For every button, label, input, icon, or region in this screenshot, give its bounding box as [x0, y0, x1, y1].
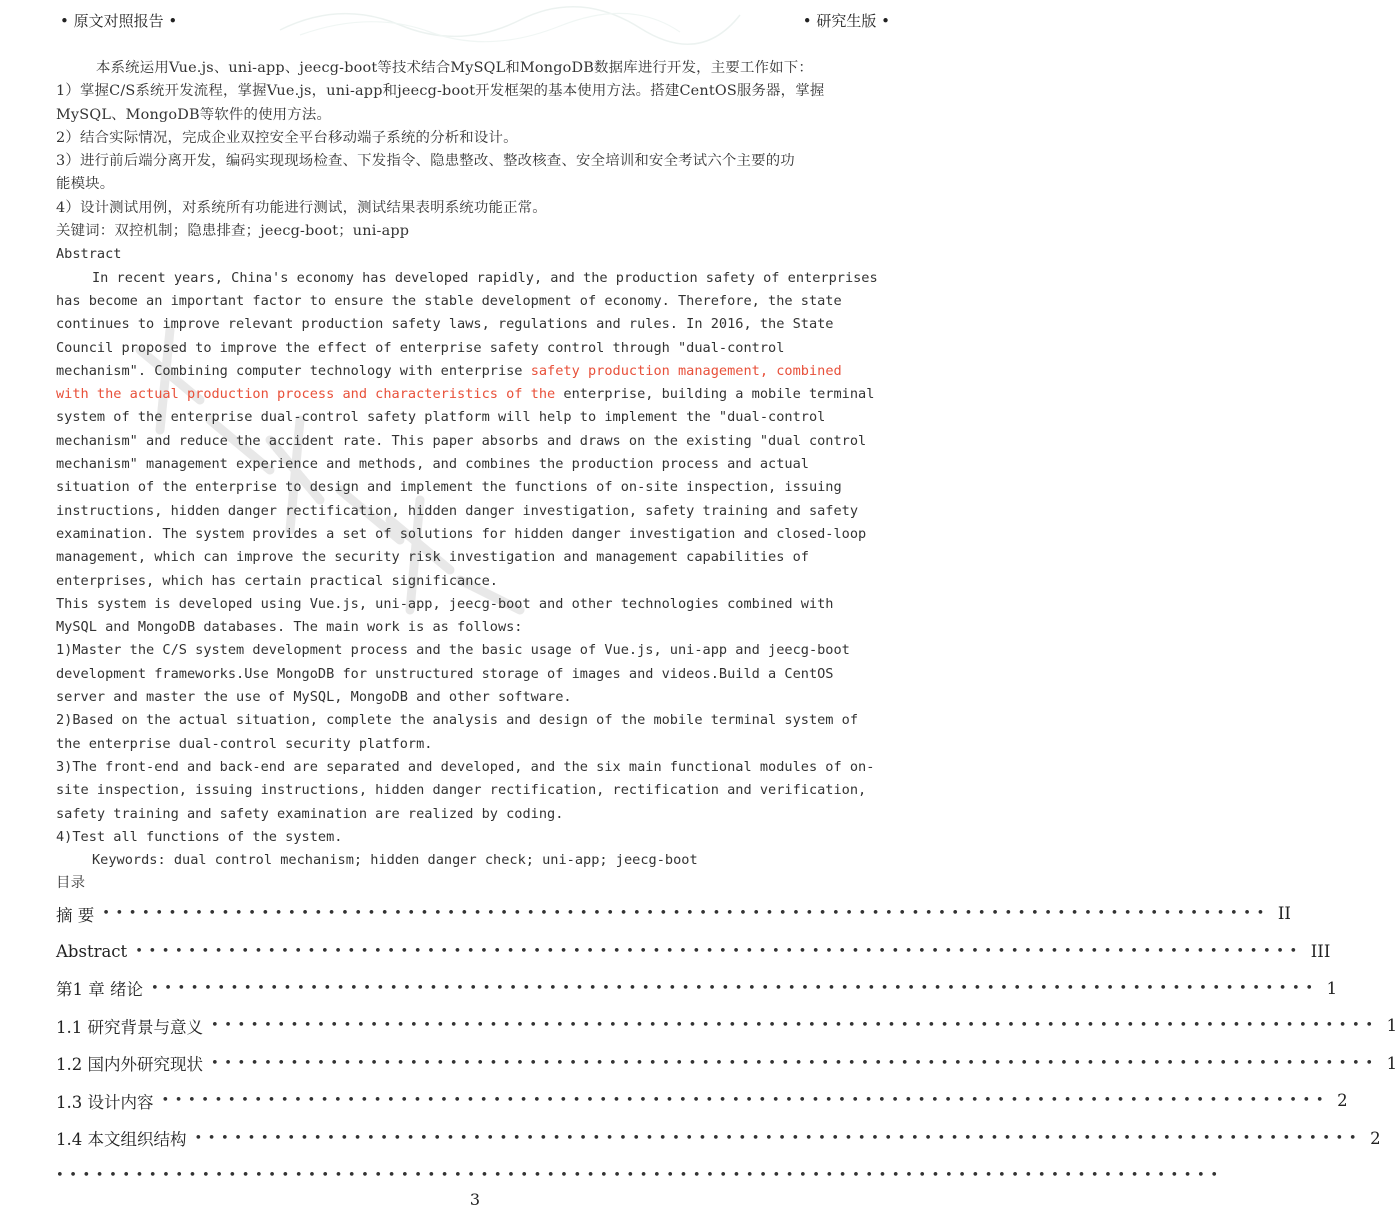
abstract-line: mechanism" and reduce the accident rate. This paper absorbs and draws on the existing "dual control: [56, 432, 867, 449]
toc-page: 2: [1337, 1091, 1348, 1111]
toc-leader: ••••••••••••••••••••••••••••••••••••••••••••••••••••••••••••••••••••••••••••••••••••••••: [135, 943, 1303, 959]
toc-page: 1: [1386, 1016, 1397, 1036]
work-line: MySQL and MongoDB databases. The main work is as follows:: [56, 619, 523, 636]
toc-title: 1.3 设计内容: [56, 1092, 154, 1112]
toc-entry[interactable]: [56, 895, 1291, 932]
toc-entry[interactable]: [56, 1082, 1348, 1119]
work-line: safety training and safety examination are realized by coding.: [56, 805, 564, 822]
toc-title: 1.4 本文组织结构: [56, 1130, 187, 1150]
toc-title: 1.1 研究背景与意义: [56, 1017, 203, 1037]
abstract-line: examination. The system provides a set of solutions for hidden danger investigation and closed-loop: [56, 525, 867, 542]
toc-leader: ••••••••••••••••••••••••••••••••••••••••••••••••••••••••••••••••••••••••••••••••••••••••: [161, 1093, 1330, 1109]
cn-summary-intro: 本系统运用Vue.js、uni-app、jeecg-boot等技术结合MySQL和MongoDB数据库进行开发，主要工作如下：: [96, 60, 813, 76]
cn-item-3-line-1: 3）进行前后端分离开发，编码实现现场检查、下发指令、隐患整改、整改核查、安全培训和安全考试六个主要的功: [56, 153, 795, 170]
toc-page: II: [1277, 904, 1291, 924]
abstract-line: [56, 360, 896, 383]
toc-leader: ••••••••••••••••••••••••••••••••••••••••••••••••••••••••••••••••••••••••••••••••••••••••: [194, 1130, 1363, 1146]
abstract-line: management, which can improve the security risk investigation and management capabilities of: [56, 549, 809, 566]
cn-item-4: 4）设计测试用例，对系统所有功能进行测试，测试结果表明系统功能正常。: [56, 199, 547, 216]
work-line: site inspection, issuing instructions, hidden danger rectification, rectification and verification,: [56, 782, 867, 799]
abstract-line: In recent years, China's economy has developed rapidly, and the production safety of enterprises: [92, 269, 878, 286]
page-number: 3: [469, 1190, 481, 1209]
cn-item-1-line-2: MySQL、MongoDB等软件的使用方法。: [56, 106, 332, 123]
toc-leader: ••••••••••••••••••••••••••••••••••••••••••••••••••••••••••••••••••••••••••••••••••••••••: [102, 906, 1270, 922]
abstract-line: enterprises, which has certain practical significance.: [56, 572, 498, 589]
abstract-line: continues to improve relevant production safety laws, regulations and rules. In 2016, the State: [56, 316, 834, 333]
similarity-highlight: with the actual production process and characteristics of the: [56, 386, 556, 403]
toc-page: 2: [1370, 1128, 1381, 1148]
work-line: 2)Based on the actual situation, complete the analysis and design of the mobile terminal system of: [56, 712, 859, 729]
toc-leader: ••••••••••••••••••••••••••••••••••••••••••••••••••••••••••••••••••••••••••••••••••••••••: [151, 980, 1319, 996]
abstract-line: Council proposed to improve the effect of enterprise safety control through "dual-control: [56, 339, 785, 356]
abstract-line: [56, 383, 896, 406]
abstract-line: has become an important factor to ensure the stable development of economy. Therefore, the state: [56, 292, 842, 309]
abstract-line: instructions, hidden danger rectification, hidden danger investigation, safety training and safety: [56, 502, 859, 519]
toc-leader: ••••••••••••••••••••••••••••••••••••••••••••••••••••••••••••••••••••••••••••••••••••••••: [211, 1055, 1379, 1071]
abstract-line: system of the enterprise dual-control safety platform will help to implement the "dual-control: [56, 409, 826, 426]
abstract-text: enterprise, building a mobile terminal: [555, 386, 875, 403]
toc-entry[interactable]: [56, 1045, 1397, 1082]
cn-item-1-line-1: 1）掌握C/S系统开发流程，掌握Vue.js，uni-app和jeecg-boot开发框架的基本使用方法。搭建CentOS服务器，掌握: [56, 83, 825, 100]
header-ornament: [280, 0, 740, 40]
toc-entry: [56, 1157, 1224, 1194]
table-of-contents: [56, 895, 1397, 1194]
toc-leader: ••••••••••••••••••••••••••••••••••••••••••••••••••••••••••••••••••••••••••••••••••••••••: [56, 1167, 1224, 1183]
toc-title: 1.2 国内外研究现状: [56, 1055, 203, 1075]
abstract-line: situation of the enterprise to design and implement the functions of on-site inspection, issuing: [56, 479, 842, 496]
work-line: This system is developed using Vue.js, uni-app, jeecg-boot and other technologies combined with: [56, 595, 834, 612]
toc-page: 1: [1386, 1053, 1397, 1073]
work-line: 4)Test all functions of the system.: [56, 828, 343, 845]
abstract-text: mechanism". Combining computer technology with enterprise: [56, 362, 531, 379]
work-line: 1)Master the C/S system development process and the basic usage of Vue.js, uni-app and jeecg-boot: [56, 642, 850, 659]
toc-title: 第1 章 绪论: [56, 980, 143, 1000]
cn-item-3-line-2: 能模块。: [56, 176, 115, 193]
toc-page: 1: [1326, 978, 1338, 998]
toc-entry[interactable]: [56, 932, 1331, 969]
document-body: [56, 57, 896, 896]
report-type-label: • 原文对照报告 •: [60, 12, 178, 30]
abstract-heading: Abstract: [56, 246, 122, 263]
en-keywords: Keywords: dual control mechanism; hidden danger check; uni-app; jeecg-boot: [92, 852, 698, 869]
toc-entry[interactable]: [56, 1007, 1397, 1044]
toc-entry[interactable]: [56, 1119, 1381, 1156]
abstract-line: mechanism" management experience and methods, and combines the production process and actual: [56, 456, 809, 473]
work-line: server and master the use of MySQL, MongoDB and other software.: [56, 689, 572, 706]
toc-title: 摘 要: [56, 905, 95, 925]
work-line: 3)The front-end and back-end are separated and developed, and the six main functional modules of on-: [56, 758, 875, 775]
toc-heading: 目录: [56, 875, 86, 892]
toc-title: Abstract: [56, 941, 128, 961]
toc-leader: ••••••••••••••••••••••••••••••••••••••••••••••••••••••••••••••••••••••••••••••••••••••••: [211, 1018, 1379, 1034]
cn-item-2: 2）结合实际情况，完成企业双控安全平台移动端子系统的分析和设计。: [56, 129, 518, 146]
toc-entry[interactable]: [56, 970, 1338, 1007]
similarity-highlight: safety production management, combined: [530, 362, 842, 379]
cn-keywords: 关键词：双控机制；隐患排查；jeecg-boot；uni-app: [56, 223, 410, 240]
work-line: the enterprise dual-control security platform.: [56, 735, 433, 752]
edition-label: • 研究生版 •: [802, 12, 890, 30]
work-line: development frameworks.Use MongoDB for unstructured storage of images and videos.Build a CentOS: [56, 665, 834, 682]
toc-page: III: [1310, 941, 1331, 961]
